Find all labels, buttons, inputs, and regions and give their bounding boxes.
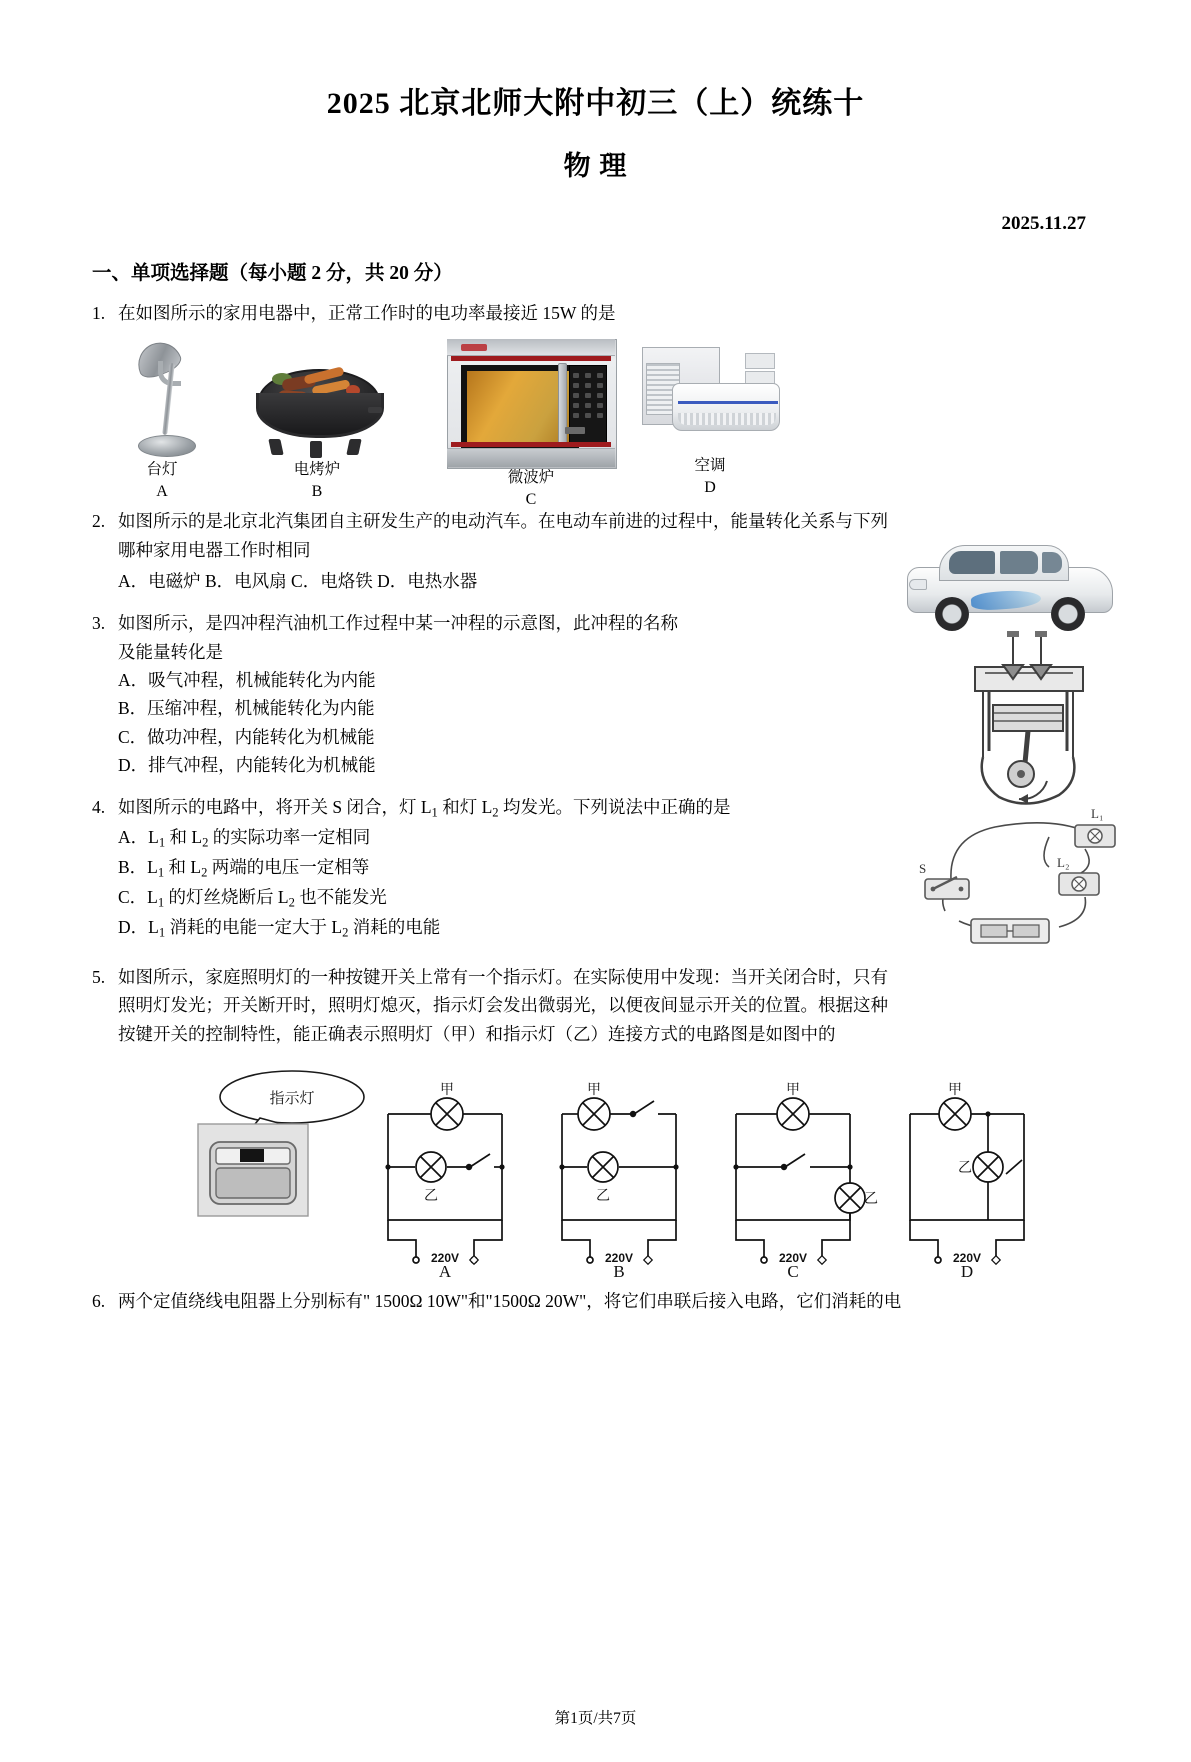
subject-title: 物 理 — [563, 151, 628, 181]
question-4 — [92, 793, 1104, 943]
appliance-letter: A — [156, 483, 168, 501]
question-2-options: A．电磁炉 B．电风扇 C．电烙铁 D．电热水器 — [118, 571, 478, 592]
question-1-stem: 在如图所示的家用电器中，正常工作时的电功率最接近 15W 的是 — [118, 303, 616, 323]
switch-s-symbol — [925, 877, 969, 899]
page-title: 2025 北京北师大附中初三（上）统练十 — [326, 87, 865, 120]
lamp-l2-label: L₂ — [1057, 855, 1070, 871]
question-3-option-a: A．吸气冲程，机械能转化为内能 — [118, 670, 376, 691]
indicator-lamp-callout-label: 指示灯 — [269, 1090, 315, 1107]
appliance-microwave-oven — [447, 339, 615, 513]
question-4-option-a: A．$L_1$ 和 $L_2$ 的实际功率一定相同 — [118, 827, 371, 850]
question-3-option-b: B．压缩冲程，机械能转化为内能 — [118, 698, 375, 719]
microwave-oven-icon — [447, 339, 615, 467]
circuit-option-a — [385, 1098, 504, 1264]
question-4-stem: 如图所示的电路中，将开关 S 闭合，灯 $L_1$ 和灯 $L_2$ 均发光。下列说法中正确的是 — [118, 797, 731, 820]
question-3-option-d: D．排气冲程，内能转化为机械能 — [118, 755, 376, 776]
lamp-l1-label: L₁ — [1091, 806, 1104, 822]
question-5-number: 5. — [92, 966, 106, 987]
question-1-figure — [92, 339, 1099, 509]
question-6-stem: 两个定值绕线电阻器上分别标有" 1500Ω 10W"和"1500Ω 20W"，将它们串联后接入电路，它们消耗的电 — [118, 1291, 902, 1311]
question-2-number: 2. — [92, 511, 106, 532]
question-5-stem-line-2: 照明灯发光；开关断开时，照明灯熄灭，指示灯会发出微弱光，以便夜间显示开关的位置。根据这种 — [118, 995, 888, 1016]
question-2 — [92, 507, 1099, 595]
four-stroke-engine-figure — [955, 631, 1105, 806]
question-1 — [92, 299, 1099, 509]
question-3-option-c: C．做功冲程，内能转化为机械能 — [118, 726, 375, 747]
circuit-b-lamp-top-label: 甲 — [587, 1081, 601, 1097]
appliance-letter: D — [704, 479, 716, 497]
appliance-electric-grill — [252, 349, 382, 505]
lamp-l1-symbol — [1075, 825, 1115, 847]
circuit-c-source-label: 220V — [778, 1251, 808, 1265]
question-6-number: 6. — [92, 1291, 106, 1311]
question-5-figure — [92, 1062, 1099, 1277]
question-3-stem-line-1: 如图所示，是四冲程汽油机工作过程中某一冲程的示意图，此冲程的名称 — [118, 613, 678, 634]
circuit-option-c — [733, 1098, 865, 1264]
circuit-a-lamp-top-label: 甲 — [440, 1081, 454, 1097]
exam-page — [0, 78, 1191, 1762]
circuit-option-b — [559, 1098, 678, 1264]
circuit-a-source-label: 220V — [430, 1251, 460, 1265]
question-2-stem-line-1: 如图所示的是北京北汽集团自主研发生产的电动汽车。在电动车前进的过程中，能量转化关系与下列 — [118, 511, 888, 532]
circuit-b-letter: B — [613, 1262, 625, 1277]
circuit-c-letter: C — [787, 1262, 799, 1277]
appliance-label: 空调 — [694, 457, 726, 475]
circuit-photo-diagram — [899, 801, 1129, 961]
page-footer: 第1页/共7页 — [554, 1710, 637, 1727]
appliance-desk-lamp — [114, 339, 210, 505]
question-4-option-c: C．$L_1$ 的灯丝烧断后 $L_2$ 也不能发光 — [118, 887, 387, 910]
appliance-label: 微波炉 — [507, 469, 555, 487]
circuit-b-lamp-bottom-label: 乙 — [596, 1187, 610, 1203]
question-2-stem-line-2: 哪种家用电器工作时相同 — [118, 539, 311, 560]
section-heading: 一、单项选择题（每小题 2 分，共 20 分） — [92, 263, 453, 284]
air-conditioner-icon — [640, 345, 780, 455]
engine-diagram-svg — [955, 631, 1105, 806]
question-3-stem-line-2: 及能量转化是 — [118, 641, 223, 662]
circuit-b-source-label: 220V — [604, 1251, 634, 1265]
circuit-a-letter: A — [438, 1262, 452, 1277]
question-4-number: 4. — [92, 797, 106, 818]
question-1-number: 1. — [92, 303, 106, 323]
battery-symbol — [971, 919, 1049, 943]
circuit-d-lamp-top-label: 甲 — [948, 1081, 962, 1097]
question-3 — [92, 609, 1099, 779]
switch-s-label: S — [919, 861, 927, 877]
lamp-l2-symbol — [1059, 873, 1099, 895]
circuit-a-lamp-bottom-label: 乙 — [424, 1187, 438, 1203]
question-4-option-d: D．$L_1$ 消耗的电能一定大于 $L_2$ 消耗的电能 — [118, 917, 441, 940]
circuit-d-source-label: 220V — [952, 1251, 982, 1265]
circuit-d-lamp-bottom-label: 乙 — [958, 1159, 972, 1175]
appliance-air-conditioner — [640, 345, 780, 501]
question-4-circuit-figure — [899, 801, 1129, 961]
question-5-stem-line-1: 如图所示，家庭照明灯的一种按键开关上常有一个指示灯。在实际使用中发现：当开关闭合时，只有 — [118, 966, 888, 987]
question-5-figure-svg — [132, 1062, 1132, 1277]
exam-date: 2025.11.27 — [1001, 213, 1086, 234]
circuit-d-letter: D — [960, 1262, 974, 1277]
question-4-option-b: B．$L_1$ 和 $L_2$ 两端的电压一定相等 — [118, 857, 370, 880]
appliance-letter: B — [311, 483, 323, 501]
circuit-c-lamp-bottom-label: 乙 — [864, 1190, 878, 1206]
appliance-label: 台灯 — [146, 461, 178, 479]
appliance-letter: C — [525, 491, 537, 509]
question-6 — [92, 1287, 1099, 1315]
question-3-number: 3. — [92, 613, 106, 634]
question-5-stem-line-3: 按键开关的控制特性，能正确表示照明灯（甲）和指示灯（乙）连接方式的电路图是如图中的 — [118, 1023, 836, 1044]
circuit-option-d — [910, 1098, 1024, 1264]
appliance-label: 电烤炉 — [293, 461, 341, 479]
circuit-c-lamp-top-label: 甲 — [786, 1081, 800, 1097]
question-5 — [92, 963, 1099, 1277]
desk-lamp-icon — [114, 339, 210, 459]
electric-grill-icon — [252, 349, 382, 459]
